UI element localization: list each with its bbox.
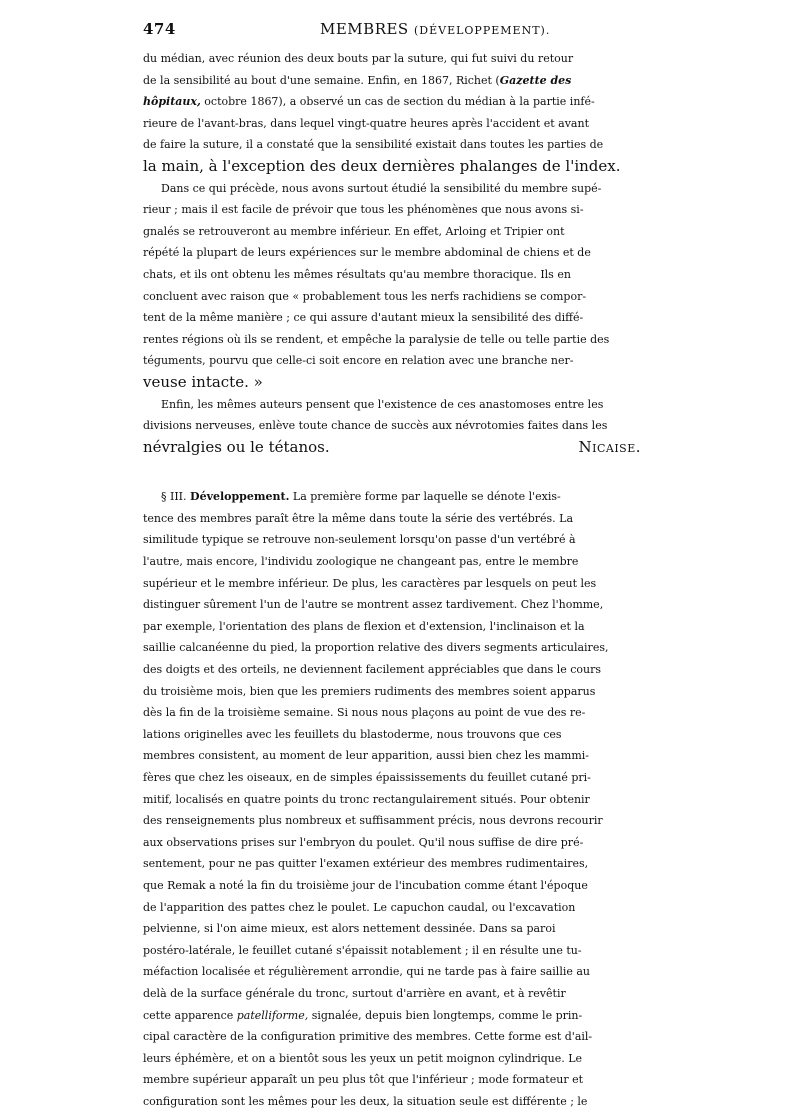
text-line: névralgies ou le tétanos. Nicaise. (143, 437, 719, 459)
text-line: répété la plupart de leurs expériences sur le membre abdominal de chiens et de (143, 246, 591, 260)
text-line: cette apparence patelliforme, signalée, depuis bien longtemps, comme le prin- (143, 1008, 583, 1022)
text-line: la main, à l'exception des deux dernières phalanges de l'index. (143, 156, 621, 175)
italic-term: patelliforme, (236, 1008, 309, 1022)
text-line: membres consistent, au moment de leur apparition, aussi bien chez les mammi- (143, 749, 589, 763)
text-line: postéro-latérale, le feuillet cutané s'épaissit notablement ; il en résulte une tu- (143, 943, 582, 957)
text-line: que Remak a noté la fin du troisième jour de l'incubation comme étant l'époque (143, 878, 588, 892)
text-line: cipal caractère de la configuration primitive des membres. Cette forme est d'ail- (143, 1030, 593, 1044)
paragraph-sensibility (143, 178, 719, 394)
text-line: delà de la surface générale du tronc, surtout d'arrière en avant, et à revêtir (143, 986, 566, 1000)
text-line: saillie calcanéenne du pied, la proportion relative des divers segments articulaires, (143, 641, 609, 655)
text-line: des renseignements plus nombreux et suffisamment précis, nous devrons recourir (143, 814, 603, 828)
paragraph-conclusion (143, 394, 719, 459)
text-line: configuration sont les mêmes pour les deux, la situation seule est différente ; le (143, 1094, 588, 1108)
text-line: chats, et ils ont obtenu les mêmes résultats qu'au membre thoracique. Ils en (143, 267, 571, 281)
text-line: méfaction localisée et régulièrement arrondie, qui ne tarde pas à faire saillie au (143, 965, 590, 979)
text-line: lations originelles avec les feuillets du blastoderme, nous trouvons que ces (143, 727, 562, 741)
text-line: du troisième mois, bien que les premiers rudiments des membres soient apparus (143, 684, 596, 698)
author-signature: Nicaise. (578, 437, 641, 456)
text-line: Enfin, les mêmes auteurs pensent que l'existence de ces anastomoses entre les (161, 397, 604, 411)
text-line: mitif, localisés en quatre points du tronc rectangulairement situés. Pour obtenir (143, 792, 590, 806)
section-title: Développement. (190, 490, 290, 504)
running-title-sub: (DÉVELOPPEMENT). (414, 24, 551, 37)
text-line: des doigts et des orteils, ne deviennent facilement appréciables que dans le cours (143, 663, 602, 677)
body-text (143, 48, 719, 1113)
text-line: Dans ce qui précède, nous avons surtout étudié la sensibilité du membre supé- (161, 181, 602, 195)
running-title (320, 20, 550, 38)
text-line: rentes régions où ils se rendent, et empêche la paralysie de telle ou telle partie des (143, 332, 610, 346)
text-line: similitude typique se retrouve non-seulement lorsqu'on passe d'un vertébré à (143, 533, 576, 547)
text-line: l'autre, mais encore, l'individu zoologique ne changeant pas, entre le membre (143, 555, 579, 569)
text-line: tent de la même manière ; ce qui assure d'autant mieux la sensibilité des diffé- (143, 311, 584, 325)
page-header (143, 6, 719, 36)
text-line: veuse intacte. » (143, 372, 263, 391)
text-line: rieure de l'avant-bras, dans lequel vingt-quatre heures après l'accident et avant (143, 116, 589, 130)
text-line: pelvienne, si l'on aime mieux, est alors nettement dessinée. Dans sa paroi (143, 922, 556, 936)
text-line: distinguer sûrement l'un de l'autre se montrent assez tardivement. Chez l'homme, (143, 598, 604, 612)
text-line: divisions nerveuses, enlève toute chance de succès aux névrotomies faites dans les (143, 419, 608, 433)
text-line: aux observations prises sur l'embryon du poulet. Qu'il nous suffise de dire pré- (143, 835, 584, 849)
page-number: 474 (143, 20, 176, 38)
text-line: hôpitaux, octobre 1867), a observé un cas de section du médian à la partie infé- (143, 95, 595, 109)
text-line: par exemple, l'orientation des plans de flexion et d'extension, l'inclinaison et la (143, 619, 585, 633)
text-line: supérieur et le membre inférieur. De plus, les caractères par lesquels on peut les (143, 576, 597, 590)
text-line: tence des membres paraît être la même dans toute la série des vertébrés. La (143, 511, 573, 525)
section-marker: § III. (161, 490, 187, 504)
section-heading-line: § III. Développement. La première forme par laquelle se dénote l'exis- (161, 490, 561, 504)
journal-title: Gazette des (499, 73, 572, 87)
text-line: de l'apparition des pattes chez le poulet. Le capuchon caudal, ou l'excavation (143, 900, 576, 914)
text-line: rieur ; mais il est facile de prévoir que tous les phénomènes que nous avons si- (143, 203, 584, 217)
text-line: dès la fin de la troisième semaine. Si nous nous plaçons au point de vue des re- (143, 706, 586, 720)
text-line: de la sensibilité au bout d'une semaine. Enfin, en 1867, Richet (Gazette des (143, 73, 572, 87)
text-line: sentement, pour ne pas quitter l'examen extérieur des membres rudimentaires, (143, 857, 589, 871)
text-line: de faire la suture, il a constaté que la sensibilité existait dans toutes les parties de (143, 138, 604, 152)
paragraph-continuation (143, 48, 719, 178)
section-developpement (143, 486, 719, 1112)
text-line: leurs éphémère, et on a bientôt sous les yeux un petit moignon cylindrique. Le (143, 1051, 583, 1065)
running-title-main: MEMBRES (320, 20, 409, 38)
text-line: du médian, avec réunion des deux bouts par la suture, qui fut suivi du retour (143, 52, 574, 65)
section-divider (143, 458, 719, 486)
text-line: concluent avec raison que « probablement tous les nerfs rachidiens se compor- (143, 289, 587, 303)
text-line: gnalés se retrouveront au membre inférieur. En effet, Arloing et Tripier ont (143, 224, 565, 238)
text-line: téguments, pourvu que celle-ci soit encore en relation avec une branche ner- (143, 354, 574, 368)
text-line: fères que chez les oiseaux, en de simples épaississements du feuillet cutané pri- (143, 771, 591, 784)
text-line: membre supérieur apparaît un peu plus tôt que l'inférieur ; mode formateur et (143, 1073, 584, 1087)
journal-title-cont: hôpitaux, (143, 95, 201, 109)
